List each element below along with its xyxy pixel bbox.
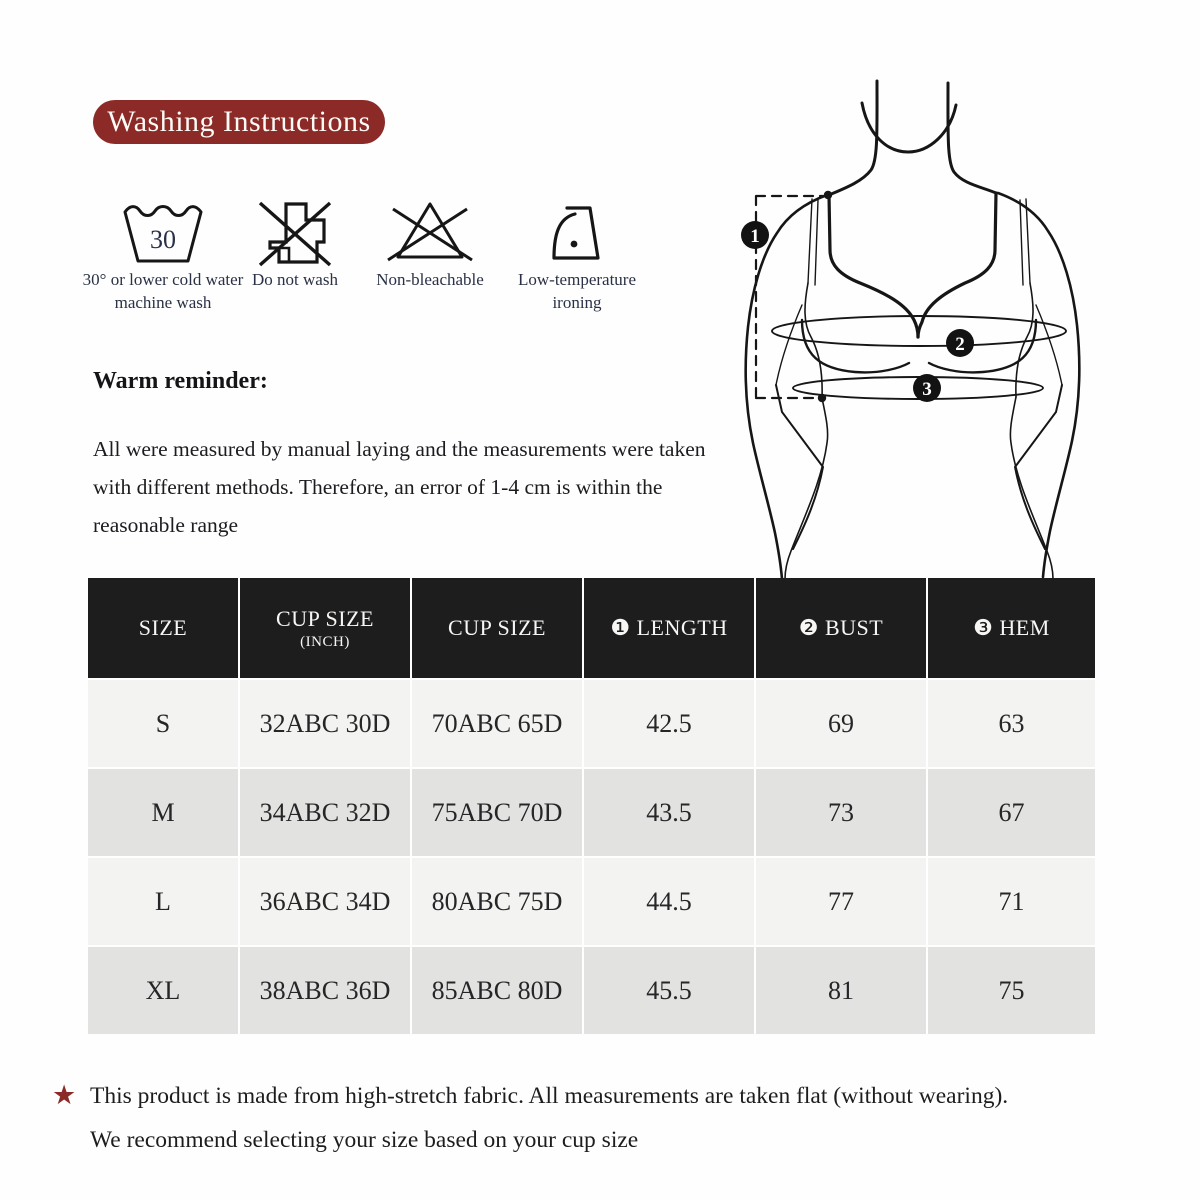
do-not-wash-icon: [257, 199, 333, 269]
footnote-line-2: We recommend selecting your size based on your cup size: [90, 1127, 639, 1153]
marker-1-badge: [741, 221, 769, 249]
forearm-left: [776, 385, 823, 549]
col-header-cup-size-inch: CUP SIZE (INCH): [240, 578, 410, 678]
hem-point: [818, 394, 826, 402]
table-cell: 42.5: [584, 680, 754, 767]
non-bleachable-label: Non-bleachable: [376, 270, 484, 289]
table-cell: 43.5: [584, 769, 754, 856]
table-cell: M: [88, 769, 238, 856]
svg-text:1: 1: [750, 226, 760, 247]
non-bleachable-icon: [384, 199, 476, 263]
table-cell: 45.5: [584, 947, 754, 1034]
length-measure-dashes: [756, 196, 823, 398]
warm-reminder-heading: Warm reminder:: [93, 368, 268, 394]
svg-text:2: 2: [955, 334, 965, 355]
table-cell: S: [88, 680, 238, 767]
forearm-right: [1015, 385, 1062, 549]
arm-left-outer: [746, 195, 827, 579]
machine-wash-30-icon: [120, 204, 206, 264]
star-icon: ★: [52, 1080, 77, 1111]
bra-strap-left: [808, 199, 818, 285]
table-cell: 69: [756, 680, 926, 767]
col-header-length: ❶ LENGTH: [584, 578, 754, 678]
marker-3-badge: [913, 374, 941, 402]
footnote-line-1: This product is made from high-stretch fabric. All measurements are taken flat (without wearing).: [90, 1083, 1009, 1109]
body-measurement-figure: [705, 75, 1125, 585]
table-cell: 77: [756, 858, 926, 945]
neck-left: [829, 81, 877, 195]
warm-reminder-text: All were measured by manual laying and the measurements were taken with different methods. Therefore, an error of 1-4 cm is within the reasonable range: [93, 437, 706, 537]
shoulder-point: [824, 191, 832, 199]
table-cell: 32ABC 30D: [240, 680, 410, 767]
size-table: [88, 578, 1095, 1034]
low-temperature-ironing-icon: [547, 196, 609, 268]
table-cell: 71: [928, 858, 1095, 945]
machine-wash-30-label: 30° or lower cold water machine wash: [82, 270, 244, 312]
table-cell: 44.5: [584, 858, 754, 945]
table-cell: 80ABC 75D: [412, 858, 582, 945]
bra-strap-right: [1020, 199, 1030, 285]
table-cell: 63: [928, 680, 1095, 767]
table-cell: 38ABC 36D: [240, 947, 410, 1034]
table-cell: L: [88, 858, 238, 945]
table-cell: 34ABC 32D: [240, 769, 410, 856]
col-header-bust: ❷ BUST: [756, 578, 926, 678]
inner-arm-left: [776, 305, 802, 385]
wash-temperature-label: 30: [150, 225, 176, 254]
neck-right: [948, 83, 996, 193]
marker-2-badge: [946, 329, 974, 357]
table-cell: XL: [88, 947, 238, 1034]
footnote-text: [90, 1074, 1008, 1162]
table-cell: 75: [928, 947, 1095, 1034]
table-cell: 85ABC 80D: [412, 947, 582, 1034]
page-title: Washing Instructions: [107, 105, 371, 138]
table-cell: 36ABC 34D: [240, 858, 410, 945]
low-temperature-ironing-label: Low-temperature ironing: [518, 270, 636, 312]
table-cell: 81: [756, 947, 926, 1034]
inner-arm-right: [1036, 305, 1062, 385]
svg-text:3: 3: [922, 379, 932, 400]
table-cell: 70ABC 65D: [412, 680, 582, 767]
washing-instructions-banner: [93, 100, 385, 144]
col-header-cup-size: CUP SIZE: [412, 578, 582, 678]
table-cell: 67: [928, 769, 1095, 856]
col-header-size: SIZE: [88, 578, 238, 678]
col-header-hem: ❸ HEM: [928, 578, 1095, 678]
do-not-wash-label: Do not wash: [252, 270, 338, 289]
table-cell: 75ABC 70D: [412, 769, 582, 856]
table-cell: 73: [756, 769, 926, 856]
